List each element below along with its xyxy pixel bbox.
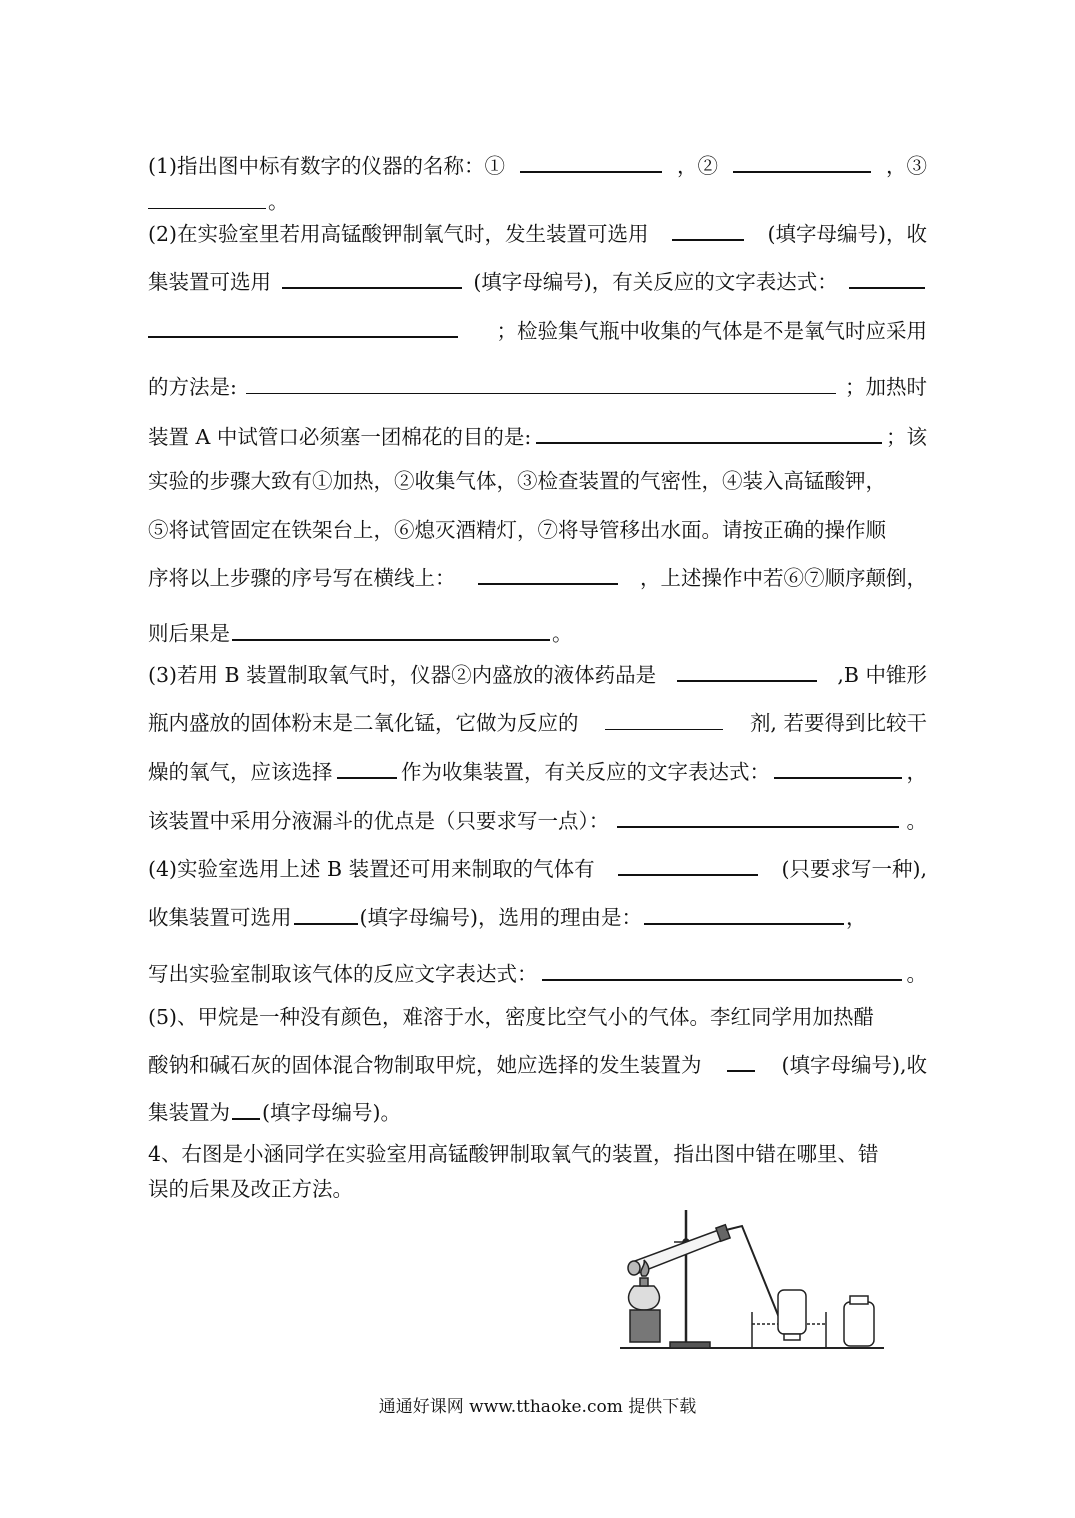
q1-text-a: (1)指出图中标有数字的仪器的名称：①: [148, 153, 506, 178]
q4-blank-collector[interactable]: [294, 902, 358, 925]
q2-text-8b: ，上述操作中若⑥⑦顺序颠倒，: [640, 565, 927, 590]
q2-line4: [148, 372, 927, 398]
q3-line4: [148, 805, 927, 832]
q2-line9: [148, 618, 927, 645]
q2-blank-step-order[interactable]: [478, 562, 618, 585]
q2-blank-equation-b[interactable]: [148, 315, 458, 338]
q3-text-3a: 燥的氧气，应该选择: [148, 759, 333, 784]
q3-text-3c: ，: [906, 759, 927, 784]
q2-blank-collector[interactable]: [282, 266, 462, 289]
q4-text-2b: (填字母编号)，选用的理由是：: [359, 905, 642, 930]
q2-blank-cotton-purpose[interactable]: [536, 421, 882, 444]
q2-text-2b: (填字母编号)，有关反应的文字表达式：: [473, 269, 838, 294]
q2-line7: [148, 519, 927, 542]
q6-text-2: 误的后果及改正方法。: [148, 1177, 353, 1201]
q1-text-b: ，②: [677, 153, 719, 178]
q5-text-3a: 集装置为: [148, 1100, 230, 1125]
q2-text-7: ⑤将试管固定在铁架台上，⑥熄灭酒精灯，⑦将导管移出水面。请按正确的操作顺: [148, 518, 886, 542]
q2-text-5a: 装置 A 中试管口必须塞一团棉花的目的是:: [148, 424, 532, 449]
q5-text-3b: (填字母编号)。: [262, 1100, 401, 1125]
q2-line1: [148, 218, 927, 245]
q3-text-2b: 剂, 若要得到比较干: [749, 710, 927, 735]
q1-blank-3[interactable]: [148, 187, 266, 209]
q5-blank-generator[interactable]: [727, 1049, 755, 1072]
q3-text-4b: 。: [906, 808, 927, 833]
q4-line3: [148, 958, 927, 985]
q2-line2: [148, 266, 927, 293]
q3-text-1b: ,B 中锥形: [837, 662, 927, 687]
q5-text-2a: 酸钠和碱石灰的固体混合物制取甲烷，她应选择的发生装置为: [148, 1052, 702, 1077]
q1-text-d: 。: [268, 189, 289, 214]
q1-blank-2[interactable]: [733, 150, 871, 173]
q2-text-4b: ；加热时: [844, 374, 927, 399]
q2-text-3: ；检验集气瓶中收集的气体是不是氧气时应采用: [496, 318, 927, 343]
q5-line3: [148, 1097, 927, 1124]
q5-blank-collector[interactable]: [232, 1097, 260, 1120]
q1-text-c: ，③: [885, 153, 927, 178]
q5-line1: [148, 1006, 927, 1029]
q3-blank-funnel-advantage[interactable]: [617, 805, 899, 828]
q2-blank-test-method[interactable]: [246, 372, 836, 394]
q4-line1: [148, 853, 927, 880]
q3-line1: [148, 659, 927, 686]
q2-text-9a: 则后果是: [148, 621, 230, 646]
q3-text-3b: 作为收集装置，有关反应的文字表达式：: [401, 759, 770, 784]
q6-text-1: 4、右图是小涵同学在实验室用高锰酸钾制取氧气的装置，指出图中错在哪里、错: [148, 1142, 879, 1166]
q5-line2: [148, 1049, 927, 1076]
q2-text-9b: 。: [552, 621, 573, 646]
q6-line1: [148, 1143, 927, 1166]
q2-line6: [148, 470, 927, 493]
q3-text-1a: (3)若用 B 装置制取氧气时，仪器②内盛放的液体药品是: [148, 662, 657, 687]
q1-line2: [148, 187, 927, 213]
q3-line3: [148, 756, 927, 783]
q2-line3: [148, 315, 927, 342]
q4-text-2a: 收集装置可选用: [148, 905, 292, 930]
q6-line2: [148, 1178, 927, 1201]
q4-text-1b: (只要求写一种),: [781, 856, 927, 881]
q2-blank-equation-a[interactable]: [849, 266, 925, 289]
q4-line2: [148, 902, 895, 929]
oxygen-apparatus-figure: [614, 1200, 894, 1360]
q2-text-4a: 的方法是:: [148, 374, 237, 399]
q2-line8: [148, 562, 927, 589]
q4-blank-equation[interactable]: [542, 958, 902, 981]
q2-blank-generator[interactable]: [672, 218, 744, 241]
q5-text-2b: (填字母编号),收: [781, 1052, 927, 1077]
q3-blank-equation[interactable]: [774, 756, 902, 779]
q2-text-2a: 集装置可选用: [148, 269, 271, 294]
q2-text-1b: (填字母编号)，收: [767, 221, 927, 246]
q4-text-1a: (4)实验室选用上述 B 装置还可用来制取的气体有: [148, 856, 595, 881]
q3-line2: [148, 708, 927, 734]
q3-blank-catalyst[interactable]: [605, 708, 723, 730]
q3-text-4a: 该装置中采用分液漏斗的优点是（只要求写一点）：: [148, 808, 610, 833]
q4-blank-gas[interactable]: [618, 853, 758, 876]
q1-blank-1[interactable]: [520, 150, 662, 173]
q2-line5: [148, 421, 927, 448]
q2-blank-consequence[interactable]: [232, 618, 550, 641]
q4-text-3a: 写出实验室制取该气体的反应文字表达式：: [148, 961, 538, 986]
q3-blank-dry-collector[interactable]: [337, 756, 397, 779]
q2-text-6: 实验的步骤大致有①加热，②收集气体，③检查装置的气密性，④装入高锰酸钾，: [148, 469, 886, 493]
q4-text-2c: ，: [846, 905, 867, 930]
q2-text-5b: ；该: [886, 424, 927, 449]
q4-text-3b: 。: [906, 961, 927, 986]
q2-text-8a: 序将以上步骤的序号写在横线上：: [148, 565, 456, 590]
q5-text-1: (5)、甲烷是一种没有颜色，难溶于水，密度比空气小的气体。李红同学用加热醋: [148, 1005, 875, 1029]
q2-text-1a: (2)在实验室里若用高锰酸钾制氧气时，发生装置可选用: [148, 221, 649, 246]
q3-blank-liquid[interactable]: [677, 659, 817, 682]
q3-text-2a: 瓶内盛放的固体粉末是二氧化锰，它做为反应的: [148, 710, 579, 735]
footer-credit: 通通好课网 www.tthaoke.com 提供下载: [378, 1397, 697, 1417]
q1-line1: [148, 150, 927, 177]
q4-blank-reason[interactable]: [644, 902, 844, 925]
